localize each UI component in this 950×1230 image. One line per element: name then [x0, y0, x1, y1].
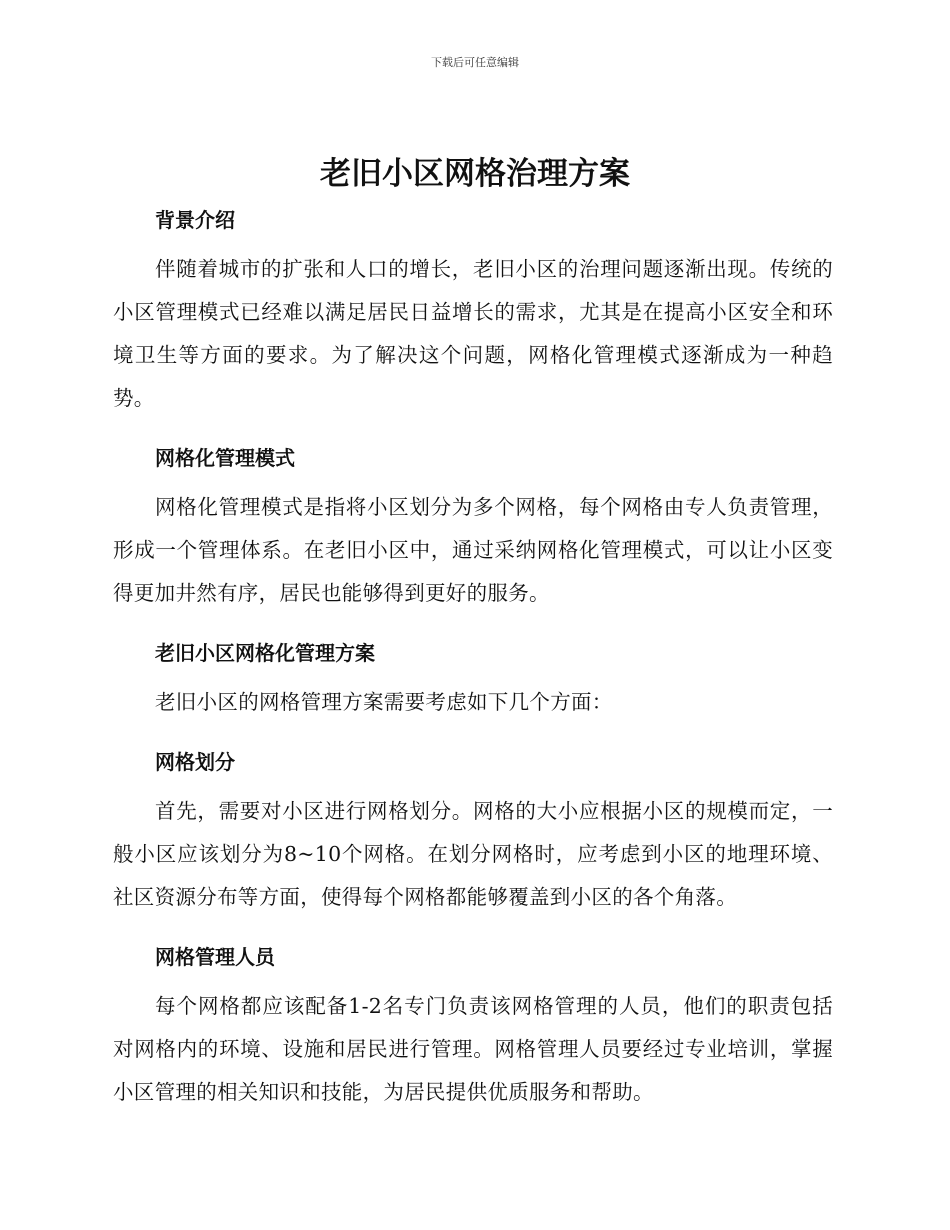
- header-note: 下载后可任意编辑: [431, 56, 519, 69]
- section-heading-grid-mode: 网格化管理模式: [155, 446, 295, 470]
- document-body: [113, 204, 833, 1114]
- section-paragraph-grid-division: 首先，需要对小区进行网格划分。网格的大小应根据小区的规模而定，一般小区应该划分为8~10个网格。在划分网格时，应考虑到小区的地理环境、社区资源分布等方面，使得每个网格都能够覆盖到小区的各个角落。: [113, 799, 833, 909]
- section-paragraph-grid-mode: 网格化管理模式是指将小区划分为多个网格，每个网格由专人负责管理，形成一个管理体系。在老旧小区中，通过采纳网格化管理模式，可以让小区变得更加井然有序，居民也能够得到更好的服务。: [113, 495, 833, 605]
- section-paragraph-plan: 老旧小区的网格管理方案需要考虑如下几个方面：: [155, 690, 613, 714]
- section-heading-background: 背景介绍: [155, 208, 235, 232]
- section-heading-grid-staff: 网格管理人员: [155, 945, 275, 969]
- section-heading-plan: 老旧小区网格化管理方案: [155, 641, 375, 665]
- section-heading-grid-division: 网格划分: [155, 750, 235, 774]
- document-title: 老旧小区网格治理方案: [320, 156, 630, 192]
- section-paragraph-grid-staff: 每个网格都应该配备1-2名专门负责该网格管理的人员，他们的职责包括对网格内的环境、设施和居民进行管理。网格管理人员要经过专业培训，掌握小区管理的相关知识和技能，为居民提供优质服务和帮助。: [113, 994, 833, 1104]
- section-paragraph-background: 伴随着城市的扩张和人口的增长，老旧小区的治理问题逐渐出现。传统的小区管理模式已经难以满足居民日益增长的需求，尤其是在提高小区安全和环境卫生等方面的要求。为了解决这个问题，网格化管理模式逐渐成为一种趋势。: [113, 257, 833, 410]
